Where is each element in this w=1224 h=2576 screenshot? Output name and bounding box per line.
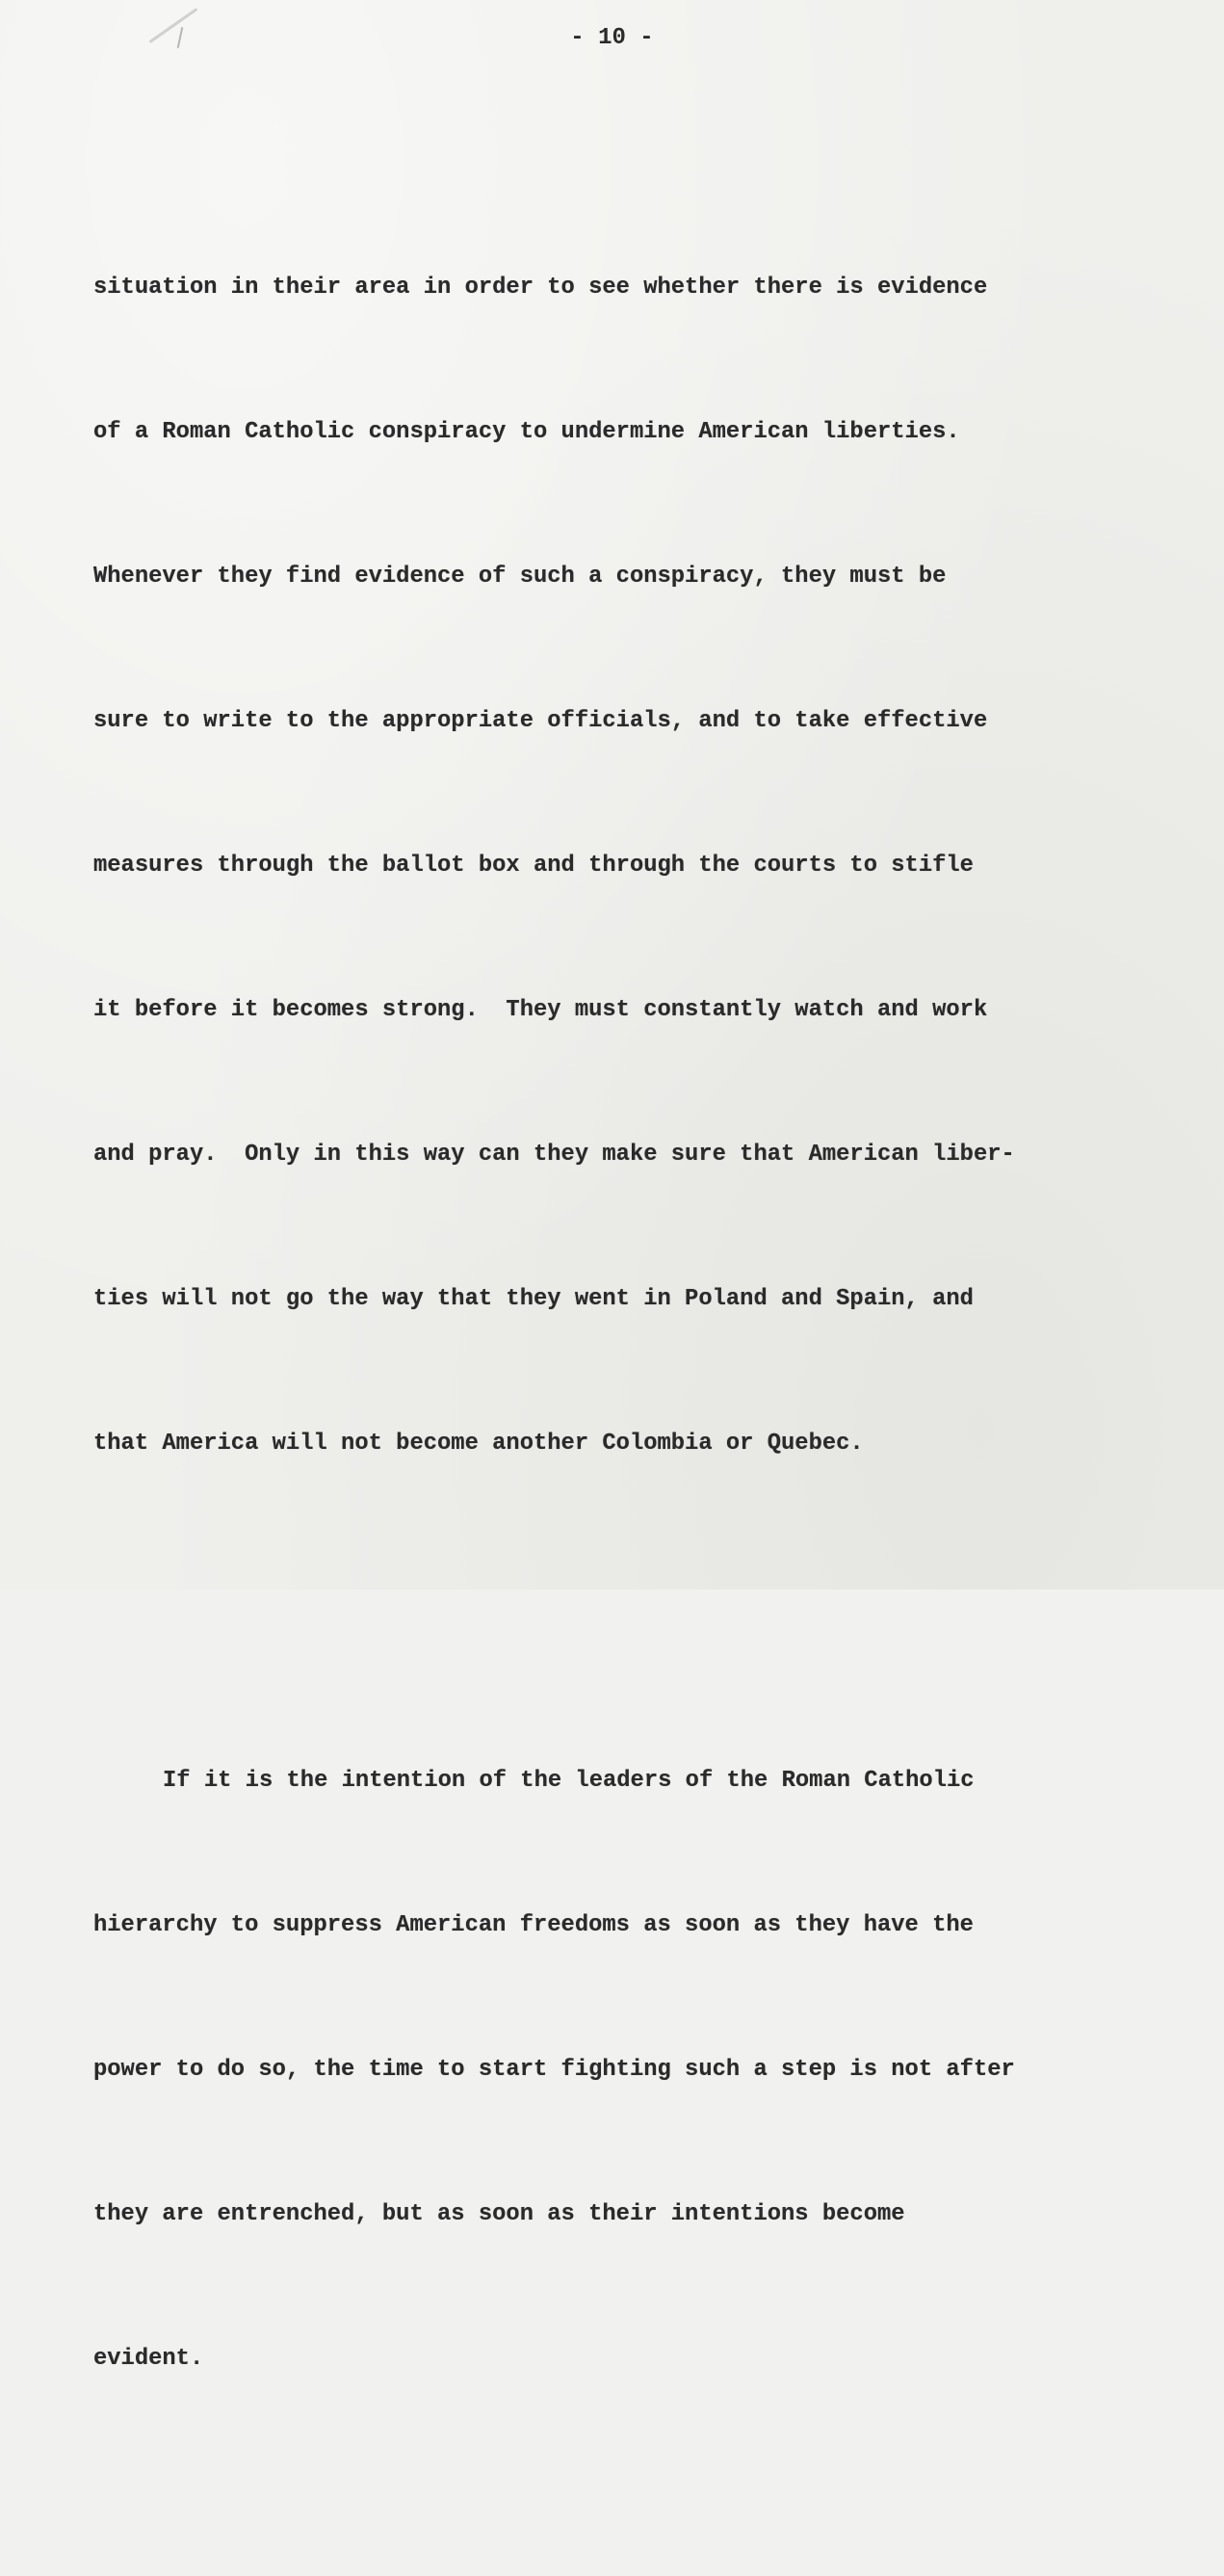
paragraph-1 [93, 168, 1172, 1564]
paragraph-2 [93, 1661, 1172, 2480]
text-line: evident. [93, 2346, 204, 2372]
text-line: that America will not become another Colombia or Quebec. [93, 1431, 864, 1457]
text-line: it before it becomes strong. They must constantly watch and work [93, 997, 988, 1023]
text-line: Whenever they find evidence of such a conspiracy, they must be [93, 564, 947, 590]
text-line: they are entrenched, but as soon as their intentions become [93, 2201, 905, 2227]
text-line: ties will not go the way that they went in Poland and Spain, and [93, 1286, 974, 1312]
text-line: If it is the intention of the leaders of the Roman Catholic [163, 1768, 975, 1794]
text-line: sure to write to the appropriate officials, and to take effective [93, 708, 988, 734]
text-line: and pray. Only in this way can they make sure that American liber- [93, 1142, 1015, 1168]
text-line: situation in their area in order to see whether there is evidence [93, 275, 988, 301]
document-body [93, 71, 1172, 2576]
text-line: of a Roman Catholic conspiracy to undermine American liberties. [93, 419, 960, 445]
text-line: power to do so, the time to start fighting such a step is not after [93, 2057, 1015, 2083]
text-line: hierarchy to suppress American freedoms as soon as they have the [93, 1912, 974, 1938]
page-number: - 10 - [570, 25, 654, 51]
text-line: measures through the ballot box and through the courts to stifle [93, 853, 974, 879]
